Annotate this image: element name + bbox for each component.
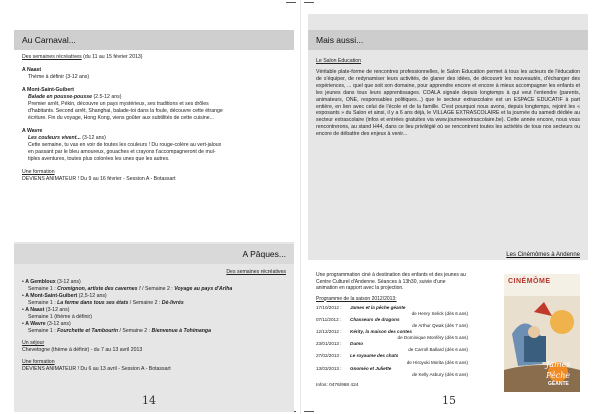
program-date: 17/10/2012 : — [316, 304, 342, 310]
program-date: 27/02/2013 : — [316, 353, 342, 359]
entry-subtitle: Les couleurs vivent... (3-12 ans) — [28, 135, 106, 141]
section-header-mais-aussi — [308, 30, 588, 50]
entry-line: • A Naast (3-12 ans) — [22, 307, 70, 313]
entry-line: • A Wavre (3-12 ans) — [22, 321, 71, 327]
entry-weeks: Semaine 1 (thème à définir) — [28, 314, 93, 320]
holidays-label: Des semaines récréatives — [22, 54, 82, 60]
cinemomes-content — [316, 272, 468, 389]
page-number: 15 — [442, 394, 456, 407]
program-title: James et la pêche géante — [350, 304, 406, 310]
program-credit: de Carroll Ballard (dès 6 ans) — [408, 347, 468, 353]
program-credit: de Hiroyuki Morita (dès 6 ans) — [406, 359, 468, 365]
entry-text: tiples aventures, toutes plus colorées les unes que les autres. — [28, 156, 170, 162]
salon-heading: Le Salon Education — [316, 58, 361, 64]
program-date: 13/03/2013 : — [316, 365, 342, 371]
program-label: Programme de la saison 2012/2013: — [316, 295, 397, 302]
program-date: 12/12/2012 : — [316, 328, 342, 334]
holidays-dates: (du 11 au 15 février 2013) — [83, 54, 143, 60]
program-credit: de Kelly Asbury (dès 6 ans) — [412, 371, 468, 377]
section-title: Les Cinémômes à Andenne — [506, 252, 580, 258]
entry-weeks: Semaine 1 : Fourchette et Tambourin / Semaine 2 : Bienvenue à Tohimanga — [28, 328, 211, 334]
program-title: Chasseurs de dragons — [350, 316, 400, 322]
entry-subtitle: Balade en pousse-pousse (2.5-12 ans) — [28, 94, 122, 100]
entry-name: A Naast — [22, 67, 42, 73]
sejour-text: Chevetogne (thème à définir) - du 7 au 13 avril 2013 — [22, 347, 143, 353]
formation-label: Une formation — [22, 169, 55, 175]
formation-text: DEVIENS ANIMATEUR ! Du 6 au 13 avril - Session A - Botassart — [22, 366, 171, 372]
salon-text: Véritable plate-forme de rencontres professionnelles, le Salon Education permet à tous les acteurs de l'éducation de s'équiper, de redynamiser leurs activités, de glaner des idées, de découvrir les nouveautés, d'échanger des expériences, ... quel que soit son domaine, pour apprendre encore et encore à mieux accompagner les enfants et les jeunes dans tous leurs apprentissages. COALA signale depuis longtemps à qui veut l'entendre (parents, animateurs, ONE, responsables politiques...) que le secteur extrascolaire est un ESPACE EDUCATIF à part entière, en lien avec celui de l'école et de la famille. C'est pourquoi nous avons, depuis longtemps, rejoint les « exposants » du Salon et ainsi, il y a 6 ans déjà, le VILLAGE EXTRASCOLAIRE et la journée du samedi dédiée au secteur extrascolaire (infos et entrées gratuites via www.journeeextrascolaire.be). Cette année encore, nous vous rencontrerons, au stand H44, dans ce lieu privilégié où se rencontrent toutes les activités de tous nos secteurs ou encore de débattre des enjeux à venir... — [316, 69, 580, 138]
crop-mark — [286, 2, 296, 3]
entry-text: écriture. Fin du voyage, Hong Kong, viens goûter aux subtilités de cette cuisine... — [28, 115, 214, 121]
section-header-cinemomes — [308, 250, 588, 260]
formation-text: DEVIENS ANIMATEUR ! Du 9 au 16 février - Session A - Botassart — [22, 176, 176, 182]
program-date: 07/11/2012 : — [316, 316, 342, 322]
section-header-paques — [14, 244, 294, 264]
crop-mark — [304, 2, 314, 3]
cinemomes-intro: Une programmation ciné à destination des enfants et des jeunes au Centre Culturel d'Andenne. Séances à 13h30, suivie d'une animation en rapport avec la projection. — [316, 272, 466, 291]
salon-content — [316, 58, 580, 138]
entry-text: d'habitants. Second arrêt, Shanghai, balade-toi dans la foule, découvre cette étrange — [28, 108, 223, 114]
section-header-carnaval — [14, 30, 294, 50]
entry-name: A Mont-Saint-Guibert — [22, 87, 74, 93]
poster-title-1: James — [546, 360, 571, 369]
entry-text: Cette semaine, tu vas en voir de toutes les couleurs ! Du rouge-colère au vert-jaloux — [28, 142, 222, 148]
section-title: Mais aussi... — [316, 35, 364, 45]
entry-text: Premier arrêt, Pékin, découvre un pays mystérieux, ses traditions et ses drôles — [28, 101, 209, 107]
section-title: Au Carnaval... — [22, 35, 76, 45]
program-title: Gnoméo et Juliette — [350, 365, 392, 371]
entry-line: • A Gembloux (3-12 ans) — [22, 279, 81, 285]
entry-text: Thème à définir (3-12 ans) — [28, 74, 90, 80]
program-credit: de Henry Selick (dès 6 ans) — [411, 310, 468, 316]
program-title: Kérity, la maison des contes — [350, 328, 412, 334]
sejour-label: Un séjour — [22, 340, 45, 346]
carnaval-content — [22, 54, 286, 183]
entry-weeks: Semaine 1 : Cromignon, artiste des cavernes ! / Semaine 2 : Voyage au pays d'Arlha — [28, 286, 233, 292]
poster-title-2: Pêche — [546, 371, 571, 380]
paques-content — [22, 269, 286, 373]
entry-name: A Wavre — [22, 128, 43, 134]
formation-label: Une formation — [22, 359, 55, 365]
program-credit: de Arthur Qwak (dès 7 ans) — [412, 322, 468, 328]
program-title: Le royaume des chats — [350, 353, 399, 359]
program-title: Dumo — [350, 341, 364, 347]
book-spine — [300, 0, 301, 414]
page-right — [308, 14, 588, 407]
page-number: 14 — [142, 394, 156, 407]
crop-mark — [304, 411, 314, 412]
program-list — [316, 305, 468, 378]
poster-top-text: CINÉMÔME — [508, 278, 551, 285]
holidays-label: Des semaines récréatives — [226, 269, 286, 275]
entry-line: • A Mont-Saint-Guibert (2,5-12 ans) — [22, 293, 107, 299]
entry-weeks: Semaine 1 : La ferme dans tous ses états / Semaine 2 : Dé-livrés — [28, 300, 184, 306]
program-date: 23/01/2013 : — [316, 341, 342, 347]
poster-title-3: GÉANTE — [548, 381, 569, 387]
movie-poster-image — [504, 274, 580, 392]
program-credit: de Dominique Monféry (dès 5 ans) — [397, 335, 468, 341]
section-title: A Pâques... — [242, 249, 286, 259]
entry-text: en passant par le bleu amoureux, gouaches et crayons t'accompagneront de mul- — [28, 149, 216, 155]
page-left — [14, 14, 294, 407]
info-line: Infos: 0476/968 424 — [316, 382, 359, 388]
